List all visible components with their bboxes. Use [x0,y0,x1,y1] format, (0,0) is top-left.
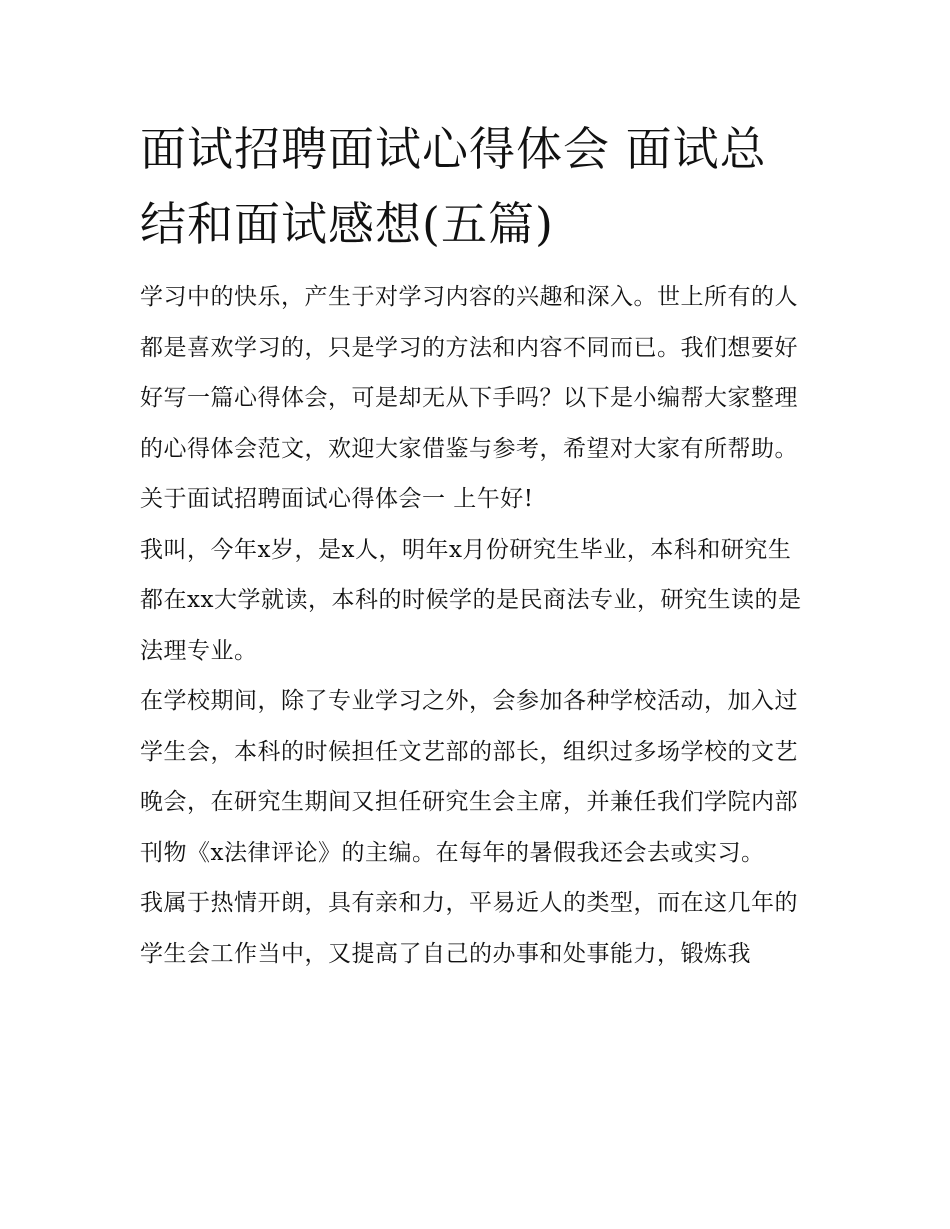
school-activities-paragraph: 在学校期间，除了专业学习之外，会参加各种学校活动，加入过学生会，本科的时候担任文艺部的部长，组织过多场学校的文艺晚会，在研究生期间又担任研究生会主席，并兼任我们学院内部刊物《x法律评论》的主编。在每年的暑假我还会去或实习。 [140,688,798,866]
document-page [140,112,812,979]
personality-paragraph: 我属于热情开朗，具有亲和力，平易近人的类型，而在这几年的学生会工作当中，又提高了自己的办事和处事能力，锻炼我 [140,890,798,967]
intro-paragraph: 学习中的快乐，产生于对学习内容的兴趣和深入。世上所有的人都是喜欢学习的，只是学习的方法和内容不同而已。我们想要好好写一篇心得体会，可是却无从下手吗？以下是小编帮大家整理的心得体会范文，欢迎大家借鉴与参考，希望对大家有所帮助。 [140,284,798,462]
self-intro-paragraph: 我叫，今年x岁，是x人，明年x月份研究生毕业，本科和研究生都在xx大学就读，本科的时候学的是民商法专业，研究生读的是法理专业。 [140,536,802,664]
document-title: 面试招聘面试心得体会 面试总结和面试感想(五篇) [140,122,767,251]
section-heading-paragraph: 关于面试招聘面试心得体会一 上午好! [140,486,534,512]
